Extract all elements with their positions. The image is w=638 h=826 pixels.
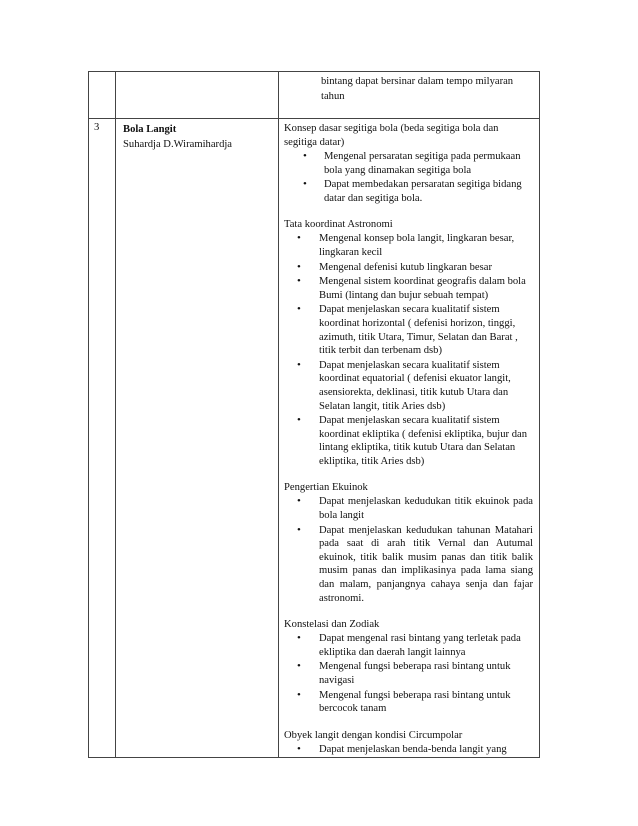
section <box>284 218 533 468</box>
list-item: • Dapat menjelaskan kedudukan titik ekuinok pada bola langit <box>284 495 533 522</box>
section <box>284 618 533 716</box>
table-row-continuation <box>89 72 540 119</box>
section-title: Pengertian Ekuinok <box>284 482 368 494</box>
list-item: • Mengenal fungsi beberapa rasi bintang untuk bercocok tanam <box>284 689 533 716</box>
empty-cell <box>89 72 116 119</box>
section-title: Konsep dasar segitiga bola (beda segitiga bola dan segitiga datar) <box>284 123 499 148</box>
list-item: • Dapat menjelaskan secara kualitatif sistem koordinat horizontal ( defenisi horizon, tinggi, azimuth, titik Utara, Timur, Selatan dan Barat , titik terbit dan terbenam dsb) <box>284 303 533 357</box>
section <box>284 729 533 757</box>
list-item: • Dapat menjelaskan secara kualitatif sistem koordinat equatorial ( defenisi ekuator langit, asensiorekta, deklinasi, titik kutub Utara dan Selatan langit, titik Aries dsb) <box>284 359 533 413</box>
list-item: • Mengenal persaratan segitiga pada permukaan bola yang dinamakan segitiga bola <box>284 150 533 177</box>
list-item: • Mengenal konsep bola langit, lingkaran besar, lingkaran kecil <box>284 232 533 259</box>
bullet-list <box>284 232 533 468</box>
bullet-list <box>284 743 533 757</box>
topic-cell <box>116 119 279 758</box>
continuation-text: bintang dapat bersinar dalam tempo milyaran tahun <box>321 76 514 102</box>
list-item: • Dapat membedakan persaratan segitiga bidang datar dan segitiga bola. <box>284 178 533 205</box>
sections-container <box>284 122 533 756</box>
list-item: • Dapat menjelaskan benda-benda langit yang <box>284 743 533 757</box>
section-title: Tata koordinat Astronomi <box>284 219 393 231</box>
list-item: • Mengenal fungsi beberapa rasi bintang untuk navigasi <box>284 660 533 687</box>
row-number: 3 <box>89 119 116 758</box>
list-item: • Mengenal sistem koordinat geografis dalam bola Bumi (lintang dan bujur sebuah tempat) <box>284 275 533 302</box>
list-item: • Mengenal defenisi kutub lingkaran besar <box>284 261 533 275</box>
list-item: • Dapat menjelaskan secara kualitatif sistem koordinat ekliptika ( defenisi ekliptika, bujur dan lintang ekliptika, titik kutub Utara dan Selatan ekliptika, titik Aries dsb) <box>284 414 533 468</box>
section <box>284 122 533 205</box>
bullet-list <box>284 495 533 605</box>
list-item: • Dapat menjelaskan kedudukan tahunan Matahari pada saat di arah titik Vernal dan Autumal ekuinok, titik balik musim panas dan titik balik musim panas dan implikasinya pada lama siang dan malam, panjangnya cahaya senja dan fajar astronomi. <box>284 524 533 606</box>
bullet-list <box>284 150 533 205</box>
topic-author: Suhardja D.Wiramihardja <box>123 139 233 150</box>
continuation-cell <box>279 72 540 119</box>
bullet-list <box>284 632 533 716</box>
section <box>284 481 533 605</box>
section-title: Obyek langit dengan kondisi Circumpolar <box>284 729 463 741</box>
empty-cell <box>116 72 279 119</box>
syllabus-table <box>88 71 540 758</box>
table-row <box>89 119 540 758</box>
content-cell <box>279 119 540 758</box>
list-item: • Dapat mengenal rasi bintang yang terletak pada ekliptika dan daerah langit lainnya <box>284 632 533 659</box>
topic-title: Bola Langit <box>123 124 177 135</box>
section-title: Konstelasi dan Zodiak <box>284 619 380 631</box>
